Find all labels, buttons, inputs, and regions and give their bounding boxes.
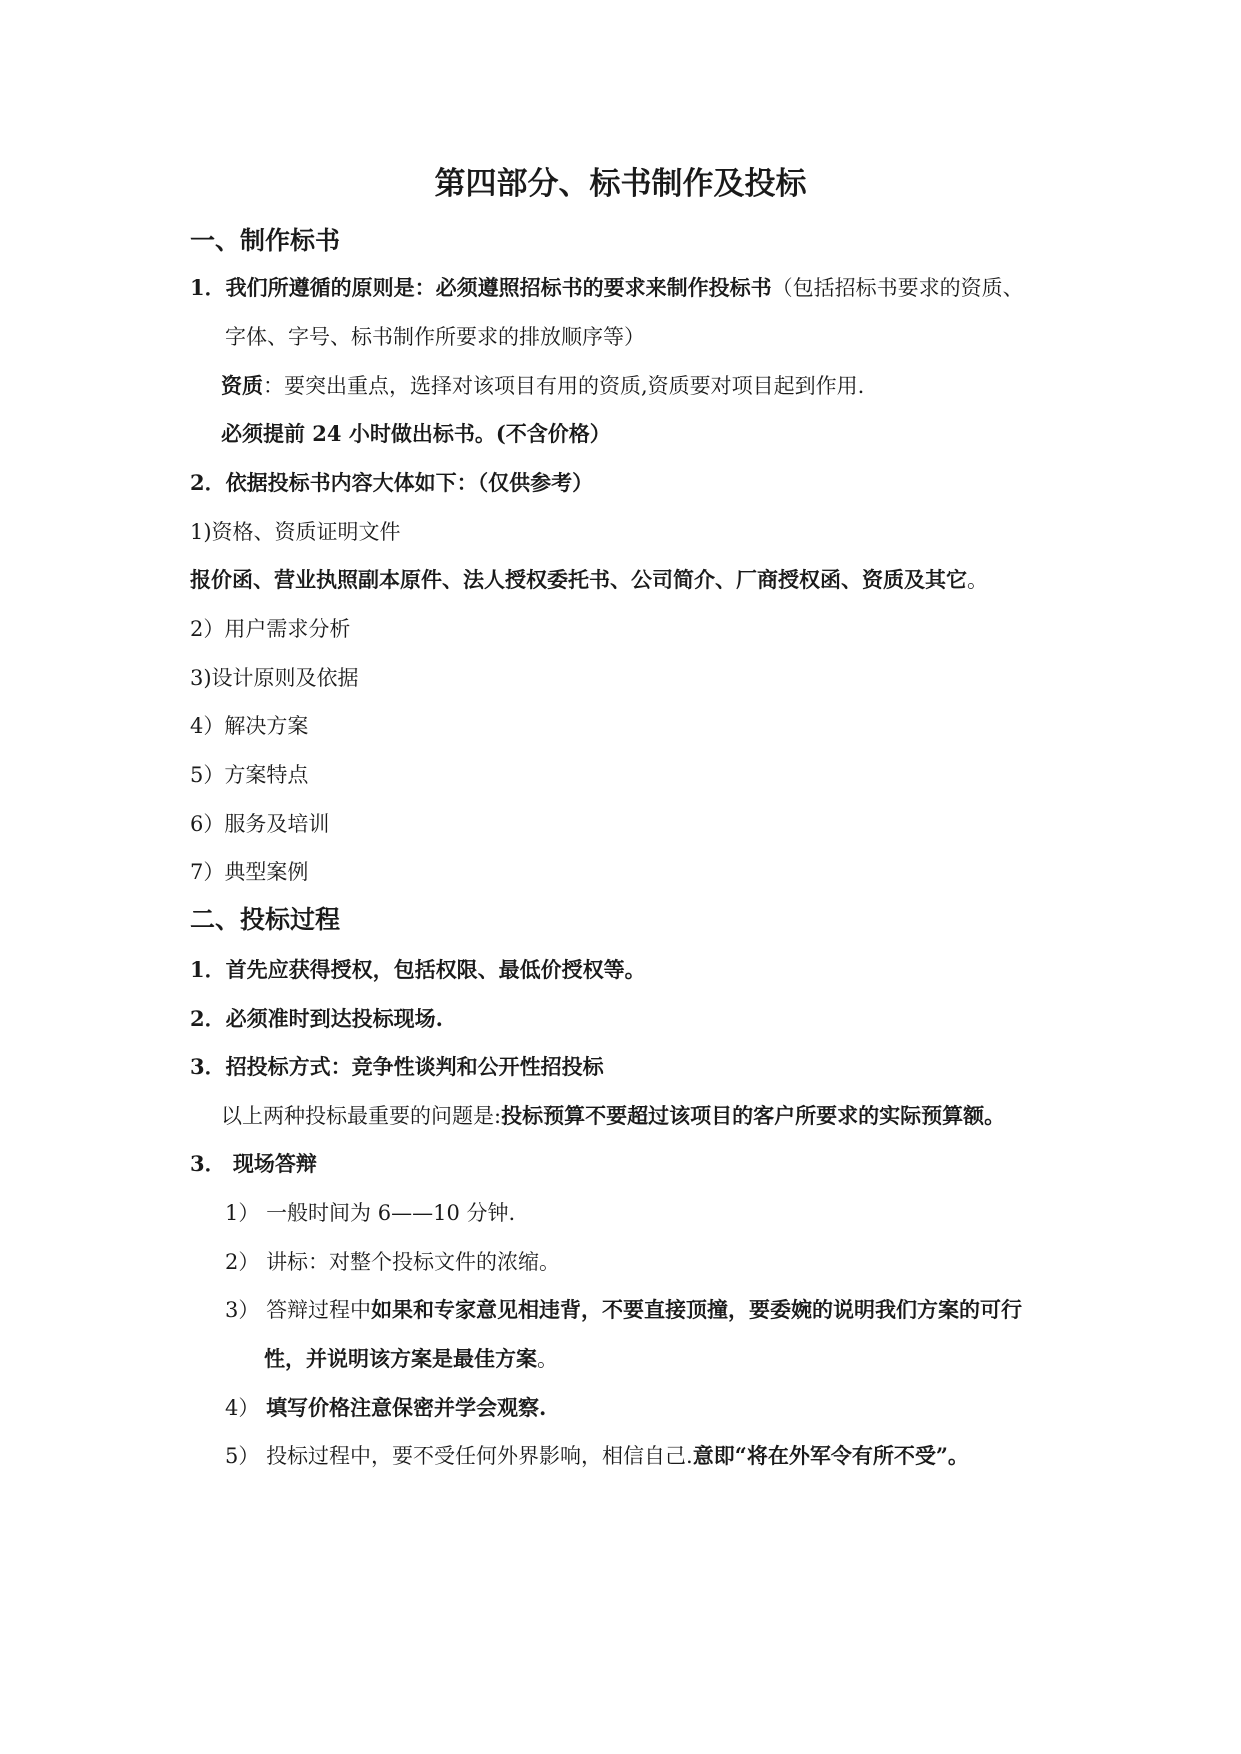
bidding-method-note: [221, 1102, 1005, 1130]
qa-item-bold-text: 填写价格注意保密并学会观察.: [266, 1395, 547, 1420]
step-authorization: 1．首先应获得授权，包括权限、最低价授权等。: [190, 957, 646, 982]
principle-number: 1．: [190, 275, 226, 300]
list-item-documents: [190, 566, 988, 594]
qa-item-number: 5）: [225, 1444, 260, 1468]
qa-item-3: [225, 1296, 1022, 1324]
list-item-4: 4）解决方案: [190, 714, 309, 738]
bidding-note-bold: 投标预算不要超过该项目的客户所要求的实际预算额。: [501, 1103, 1006, 1128]
documents-list-end: 。: [967, 568, 988, 592]
qualification-text: ：要突出重点，选择对该项目有用的资质,资质要对项目起到作用.: [263, 374, 865, 398]
qa-item-5: [225, 1442, 969, 1470]
list-item-3: 3)设计原则及依据: [190, 666, 359, 690]
list-item-1: 1)资格、资质证明文件: [190, 520, 401, 544]
deadline-note: 必须提前 24 小时做出标书。(不含价格）: [221, 421, 611, 446]
qa-item-text: 一般时间为 6——10 分钟.: [266, 1201, 516, 1225]
step-arrival: 2．必须准时到达投标现场.: [190, 1006, 443, 1031]
qa-item-number: 4）: [225, 1396, 260, 1420]
qa-item-number: 1）: [225, 1201, 260, 1225]
qa-item-number: 2）: [225, 1250, 260, 1274]
contents-heading: 2．依据投标书内容大体如下：（仅供参考）: [190, 470, 594, 495]
qualification-line: [221, 372, 864, 400]
qa-cont-end: 。: [537, 1347, 558, 1371]
step-qa-session: 3． 现场答辩: [190, 1151, 317, 1176]
list-item-2: 2）用户需求分析: [190, 617, 351, 641]
qa-item-2: [225, 1248, 560, 1276]
principle-bold-text: 我们所遵循的原则是：必须遵照招标书的要求来制作投标书: [225, 275, 772, 300]
principle-normal-text: （包括招标书要求的资质、: [771, 276, 1024, 300]
qa-item-text: 讲标：对整个投标文件的浓缩。: [266, 1250, 561, 1274]
documents-list-text: 报价函、营业执照副本原件、法人授权委托书、公司简介、厂商授权函、资质及其它: [190, 567, 967, 592]
qa-item-1: [225, 1199, 515, 1227]
list-item-7: 7）典型案例: [190, 860, 309, 884]
list-item-5: 5）方案特点: [190, 763, 309, 787]
list-item-6: 6）服务及培训: [190, 812, 330, 836]
qa-item-text: 投标过程中，要不受任何外界影响，相信自己.: [266, 1444, 693, 1468]
section-heading-2: 二、投标过程: [190, 905, 341, 934]
qa-item-4: [225, 1394, 546, 1422]
principle-continuation: 字体、字号、标书制作所要求的排放顺序等）: [225, 325, 645, 349]
step-bidding-method: 3．招投标方式：竞争性谈判和公开性招投标: [190, 1054, 604, 1079]
qa-item-3-continuation: [264, 1345, 558, 1373]
principle-paragraph: [190, 274, 1024, 302]
qa-item-number: 3）: [225, 1298, 260, 1322]
bidding-note-normal: 以上两种投标最重要的问题是:: [221, 1104, 502, 1128]
page-title: 第四部分、标书制作及投标: [434, 166, 807, 202]
section-heading-1: 一、制作标书: [190, 226, 341, 255]
qa-item-text: 答辩过程中: [266, 1298, 372, 1322]
qa-item-bold-text: 如果和专家意见相违背，不要直接顶撞，要委婉的说明我们方案的可行: [371, 1297, 1023, 1322]
qa-cont-bold: 性，并说明该方案是最佳方案: [264, 1346, 537, 1371]
qualification-label: 资质: [221, 373, 263, 398]
qa-item-bold-text: 意即“将在外军令有所不受”。: [692, 1443, 969, 1468]
